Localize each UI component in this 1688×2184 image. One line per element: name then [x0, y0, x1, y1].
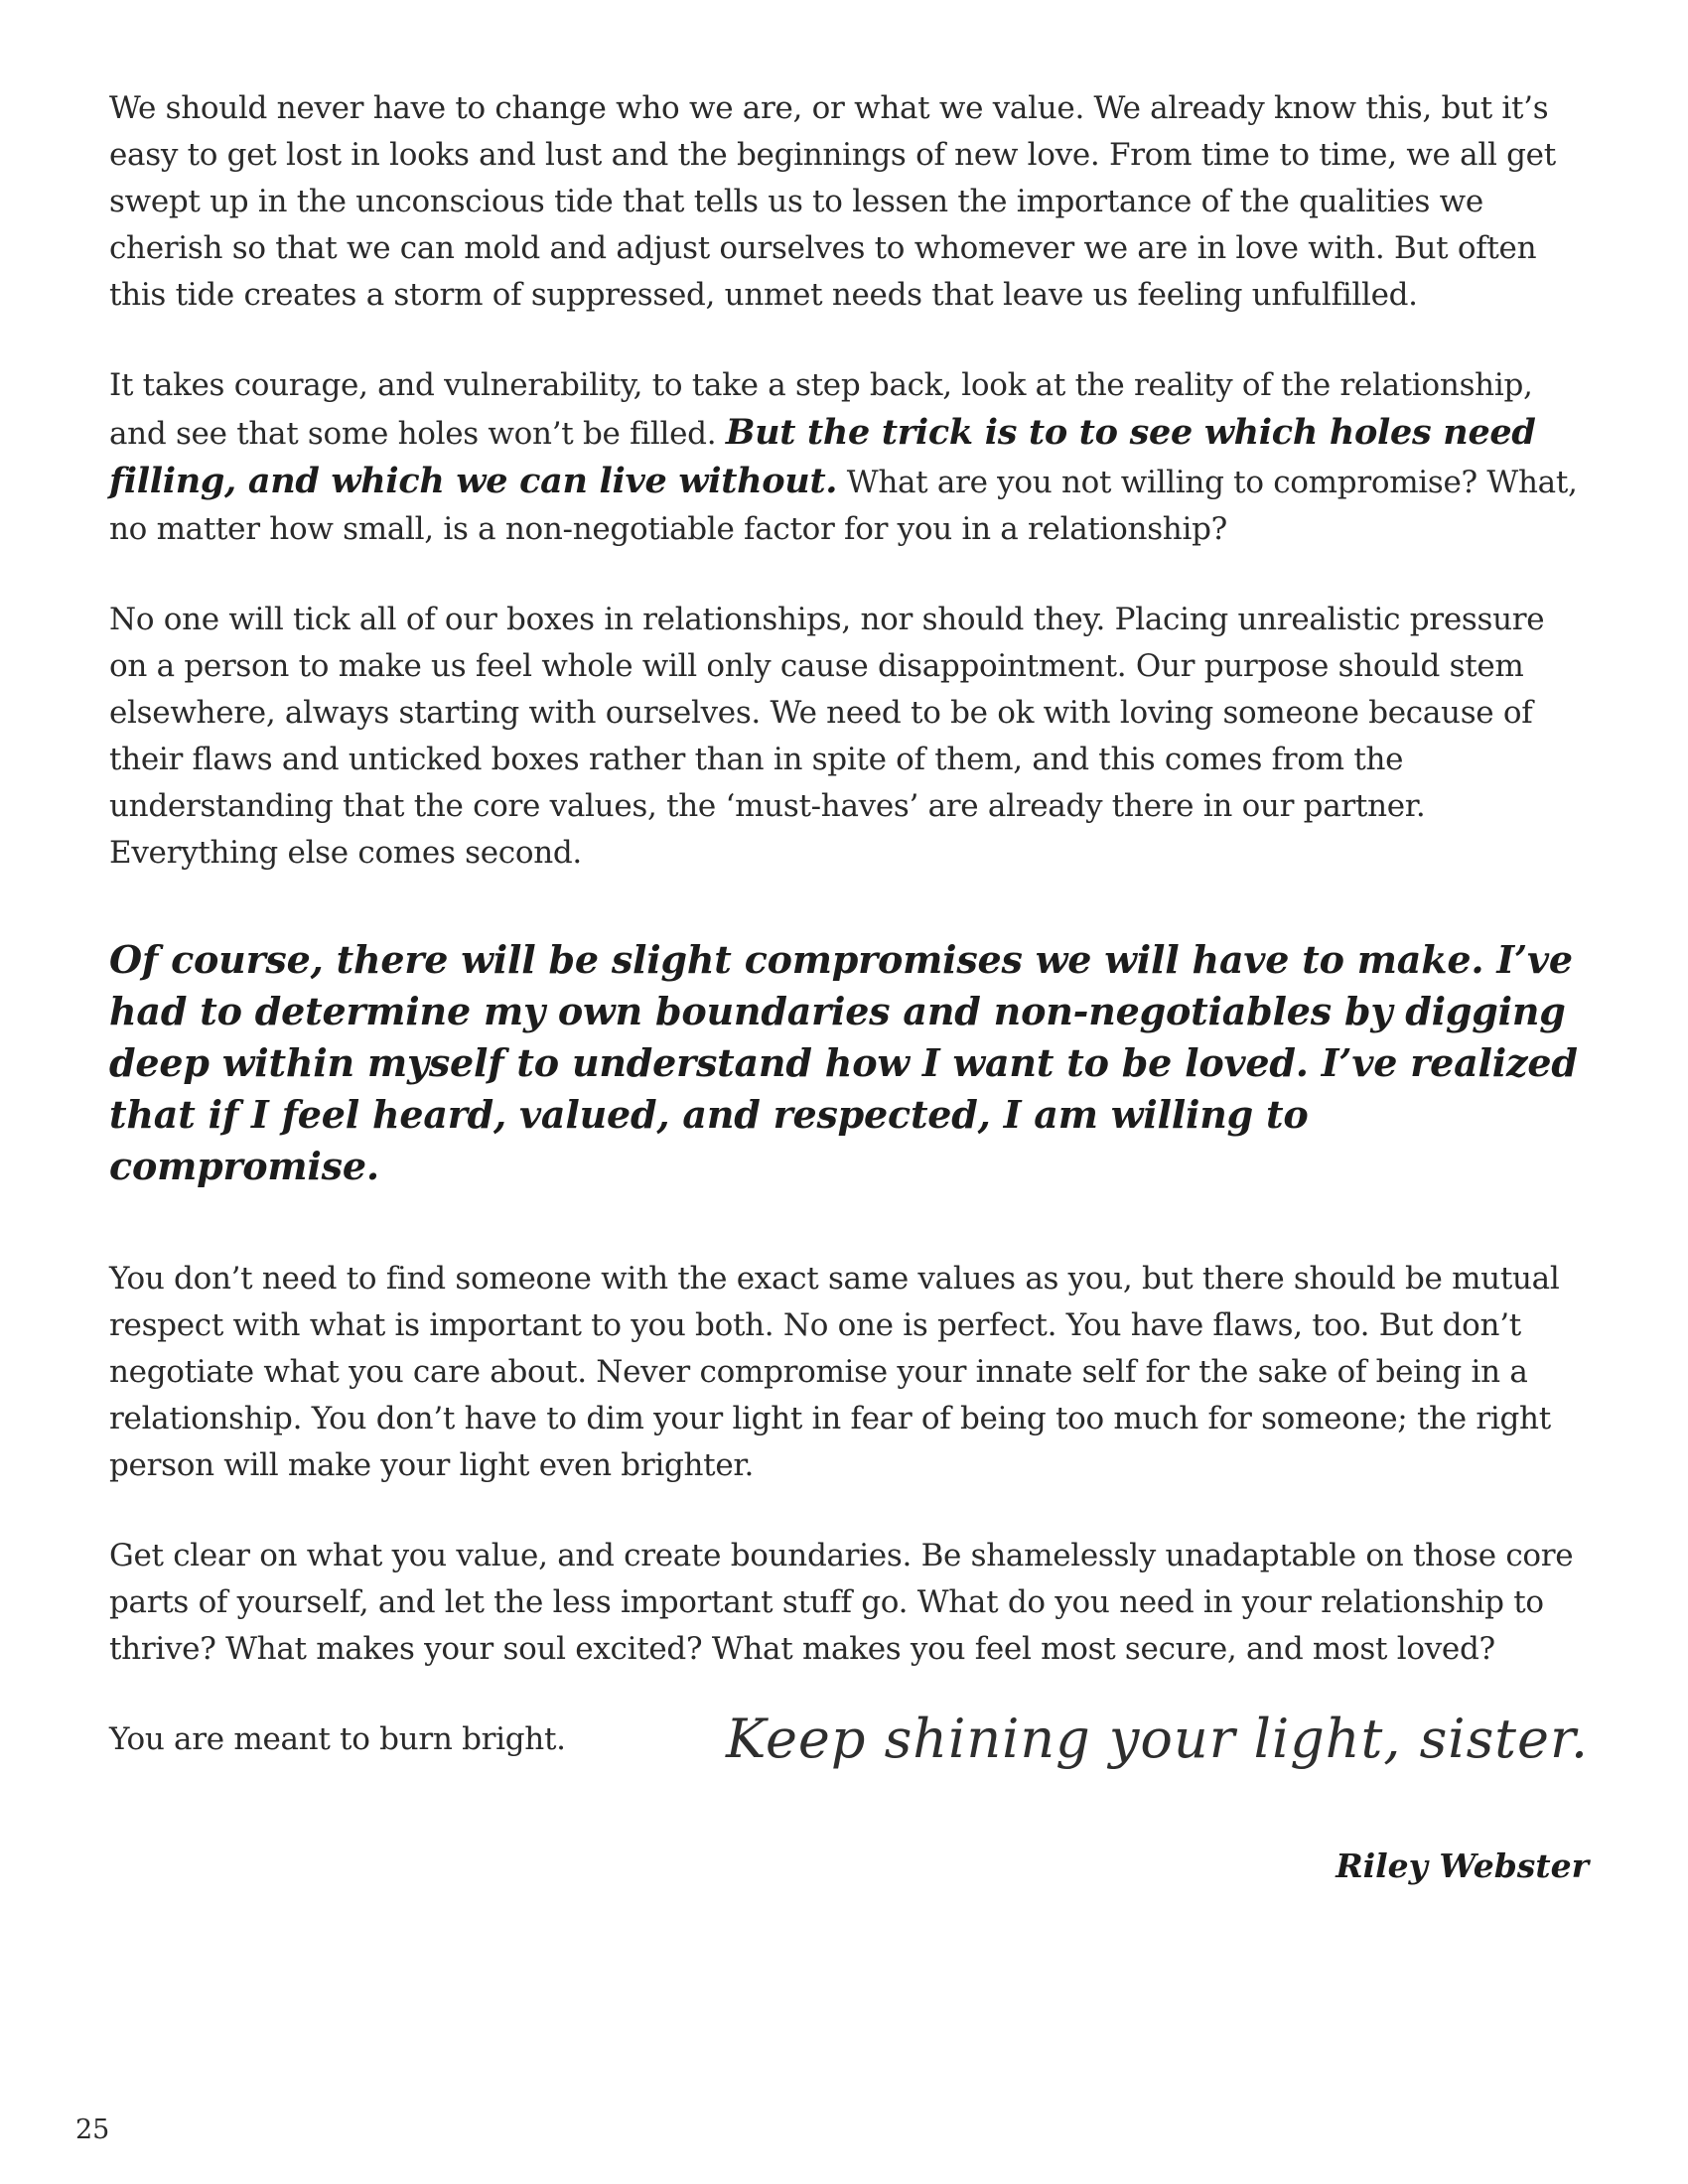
closing-line: You are meant to burn bright.: [109, 1721, 566, 1757]
author-name: Riley Webster: [1336, 1846, 1589, 1885]
handwritten-sign-off: Keep shining your light, sister.: [726, 1707, 1589, 1770]
paragraph-1: We should never have to change who we are, or what we value. We already know this, but it’s easy to get lost in looks and lust and the beginnings of new love. From time to time, we all get swept up in the unconscious tide that tells us to lessen the importance of the qualities we cherish so that we can mold and adjust ourselves to whomever we are in love with. But often this tide creates a storm of suppressed, unmet needs that leave us feeling unfulfilled.: [109, 90, 1556, 313]
page-number: 25: [75, 2115, 110, 2145]
paragraph-5: Get clear on what you value, and create boundaries. Be shamelessly unadaptable on those core parts of yourself, and let the less important stuff go. What do you need in your relationship to thrive? What makes your soul excited? What makes you feel most secure, and most loved?: [109, 1538, 1574, 1667]
paragraph-2-emphasis: But the trick is to to see which holes need filling, and which we can live without.: [109, 412, 1536, 501]
pull-quote: Of course, there will be slight compromises we will have to make. I’ve had to determine my own boundaries and non-negotiables by digging deep within myself to understand how I want to be loved. I’ve realized that if I feel heard, valued, and respected, I am willing to compromise.: [109, 937, 1578, 1188]
paragraph-3: No one will tick all of our boxes in relationships, nor should they. Placing unrealistic pressure on a person to make us feel whole will only cause disappointment. Our purpose should stem elsewhere, always starting with ourselves. We need to be ok with loving someone because of their flaws and unticked boxes rather than in spite of them, and this comes from the understanding that the core values, the ‘must-haves’ are already there in our partner. Everything else comes second.: [109, 602, 1545, 871]
article-body: [109, 85, 1589, 1763]
paragraph-2-end: What are you not willing to compromise? What, no matter how small, is a non-negotiable factor for you in a relationship?: [109, 465, 1578, 547]
paragraph-4: You don’t need to find someone with the exact same values as you, but there should be mutual respect with what is important to you both. No one is perfect. You have flaws, too. But don’t negotiate what you care about. Never compromise your innate self for the sake of being in a relationship. You don’t have to dim your light in fear of being too much for someone; the right person will make your light even brighter.: [109, 1261, 1560, 1483]
paragraph-2-start: It takes courage, and vulnerability, to take a step back, look at the reality of the relationship, and see that some holes won’t be filled.: [109, 367, 1533, 452]
paragraph-2: [109, 362, 1589, 553]
